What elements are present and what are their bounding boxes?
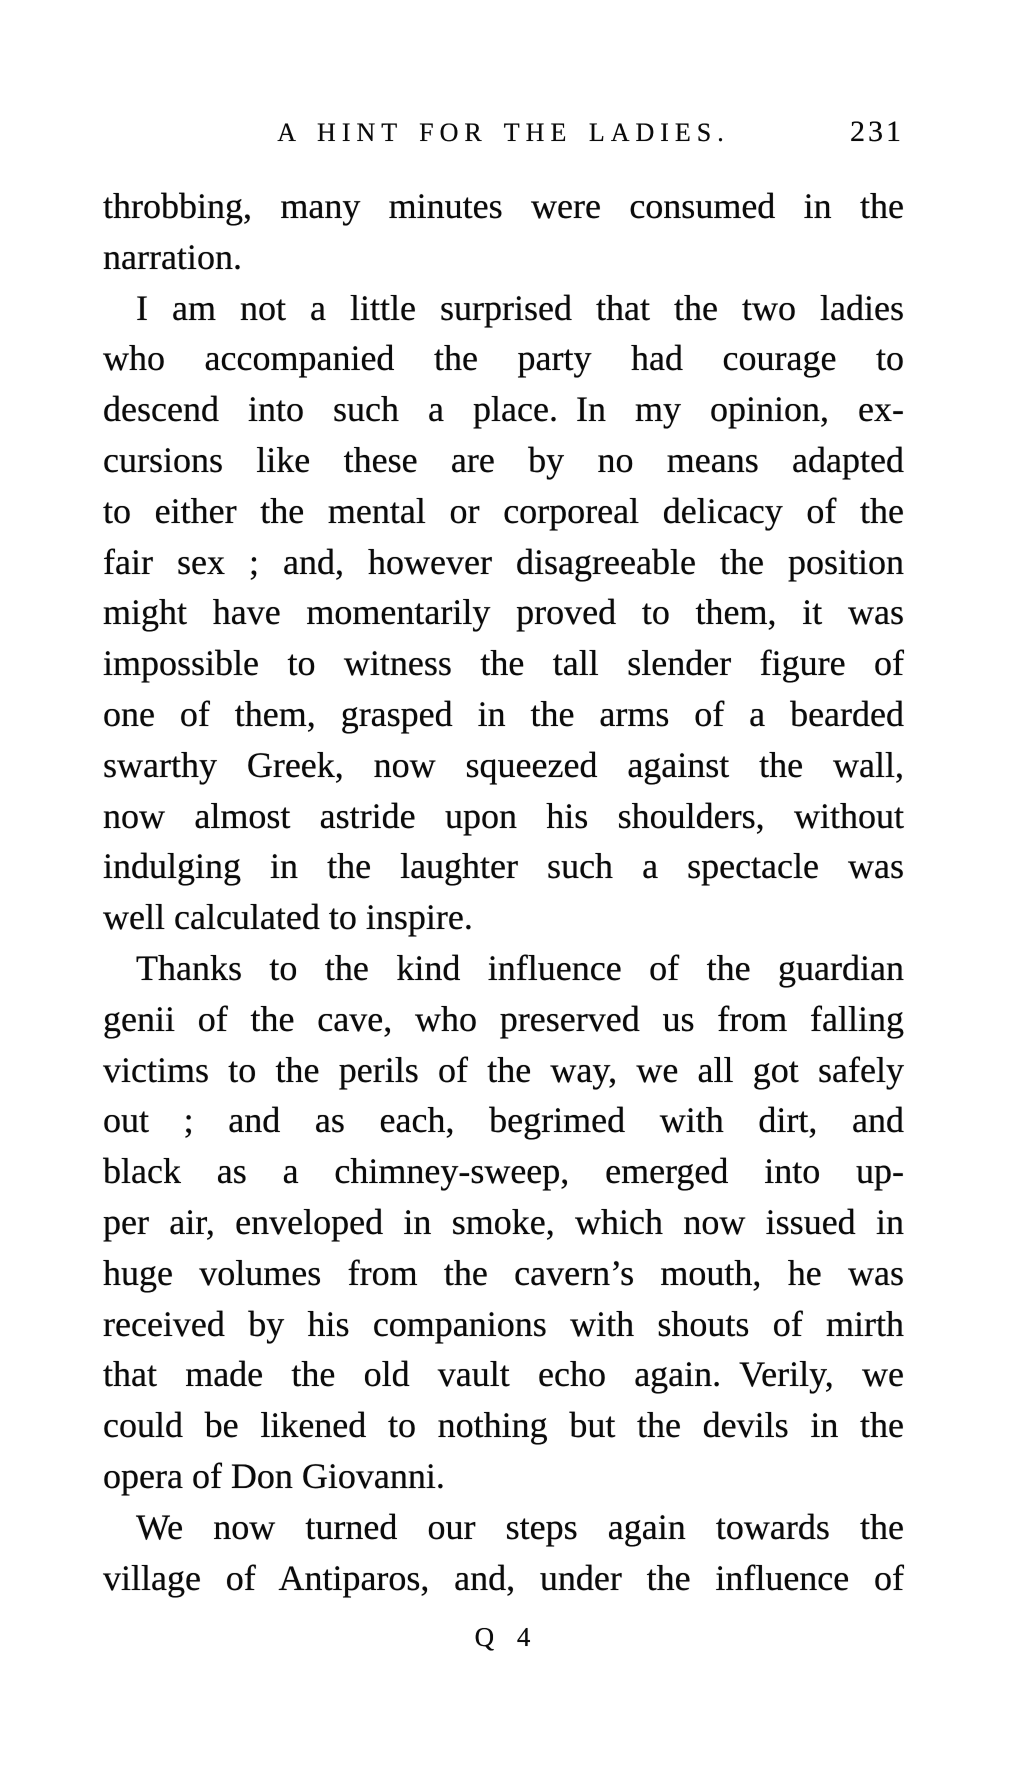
text-line: village of Antiparos, and, under the influence of xyxy=(103,1557,904,1598)
text-line: victims to the perils of the way, we all got safely xyxy=(103,1049,904,1090)
page-header xyxy=(103,115,904,158)
text-line: descend into such a place. In my opinion, ex- xyxy=(103,389,904,430)
text-line: throbbing, many minutes were consumed in the xyxy=(103,186,904,226)
running-title: A HINT FOR THE LADIES. xyxy=(277,118,730,147)
text-line: that made the old vault echo again. Verily, we xyxy=(103,1354,904,1395)
text-line: might have momentarily proved to them, it was xyxy=(103,592,904,633)
text-line: per air, enveloped in smoke, which now issued in xyxy=(103,1201,904,1242)
text-line: black as a chimney-sweep, emerged into up- xyxy=(103,1151,904,1192)
text-line: We now turned our steps again towards the xyxy=(136,1506,904,1547)
text-line: could be likened to nothing but the devils in the xyxy=(103,1405,904,1446)
body-text xyxy=(103,181,904,1603)
page-number: 231 xyxy=(850,115,904,148)
text-line: received by his companions with shouts of mirth xyxy=(103,1303,904,1344)
page-footer xyxy=(103,1622,904,1652)
text-line: Thanks to the kind influence of the guardian xyxy=(136,947,904,988)
footer-signature: Q 4 xyxy=(474,1622,533,1652)
text-line: huge volumes from the cavern’s mouth, he was xyxy=(103,1252,904,1293)
text-line: out ; and as each, begrimed with dirt, and xyxy=(103,1100,904,1141)
text-line: genii of the cave, who preserved us from falling xyxy=(103,998,904,1039)
text-line: to either the mental or corporeal delicacy of the xyxy=(103,490,904,531)
text-line: I am not a little surprised that the two ladies xyxy=(136,287,904,328)
text-line: indulging in the laughter such a spectacle was xyxy=(103,846,904,887)
text-line: well calculated to inspire. xyxy=(103,897,473,938)
text-line: opera of Don Giovanni. xyxy=(103,1455,445,1496)
text-line: cursions like these are by no means adapted xyxy=(103,439,904,480)
text-line: now almost astride upon his shoulders, without xyxy=(103,795,904,836)
text-line: fair sex ; and, however disagreeable the position xyxy=(103,541,904,582)
text-line: swarthy Greek, now squeezed against the wall, xyxy=(103,744,904,785)
text-line: one of them, grasped in the arms of a bearded xyxy=(103,693,904,734)
text-line: who accompanied the party had courage to xyxy=(103,338,904,379)
text-line: impossible to witness the tall slender figure of xyxy=(103,643,904,684)
text-line: narration. xyxy=(103,236,242,277)
